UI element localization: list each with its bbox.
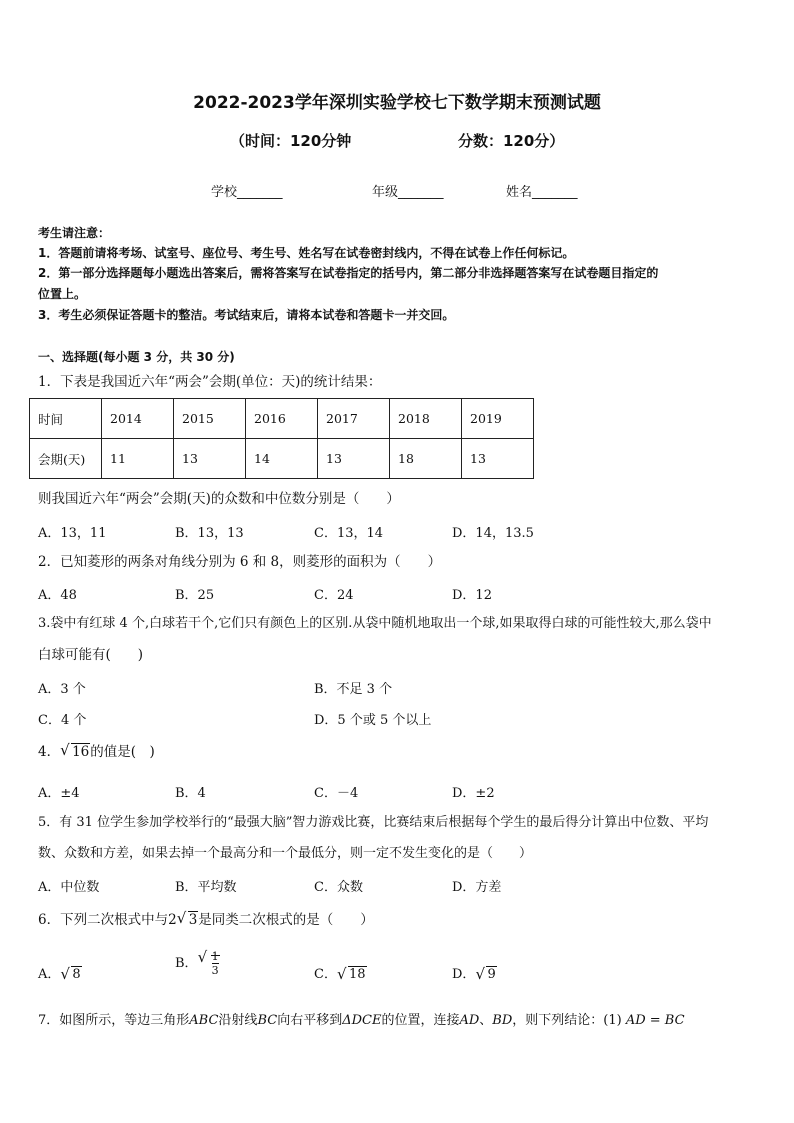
q2-stem: 2．已知菱形的两条对角线分别为 6 和 8，则菱形的面积为（ ） <box>38 554 442 570</box>
q5-option-a: A．中位数 <box>38 880 100 895</box>
radicand: 18 <box>348 967 366 982</box>
fraction <box>212 950 219 977</box>
q7-text: 向右平移到 <box>277 1013 343 1028</box>
q2-option-d: D．12 <box>452 588 492 603</box>
q1-ask: 则我国近六年“两会”会期(天)的众数和中位数分别是（ ） <box>38 491 400 507</box>
radicand <box>211 950 220 977</box>
q3-option-c: C．4 个 <box>38 713 87 728</box>
q2-option-c: C．24 <box>314 588 354 603</box>
q3-option-b: B．不足 3 个 <box>314 682 393 697</box>
sqrt-16 <box>62 743 90 761</box>
q4-option-b: B．4 <box>175 786 206 801</box>
option-label: B． <box>175 956 198 971</box>
numerator: √ 1 <box>211 950 219 963</box>
q7-math: BD <box>492 1013 513 1028</box>
notice-item: 2．第一部分选择题每小题选出答案后，需将答案写在试卷指定的括号内，第二部分非选择题答案写在试卷题目指定的 <box>38 266 659 280</box>
q7-math: BC <box>257 1013 278 1028</box>
notice-item: 位置上。 <box>38 287 87 301</box>
page-title: 2022-2023学年深圳实验学校七下数学期末预测试题 <box>193 93 601 113</box>
q7-text: 的位置，连接 <box>381 1013 460 1028</box>
q7-text: 沿射线 <box>218 1013 258 1028</box>
table-cell: 2016 <box>246 399 318 439</box>
notice-item: 3．考生必须保证答题卡的整洁。考试结束后，请将本试卷和答题卡一并交回。 <box>38 308 455 322</box>
table-cell: 13 <box>318 439 390 479</box>
table-cell: 14 <box>246 439 318 479</box>
q1-option-a: A．13，11 <box>38 526 107 541</box>
q6-prefix: 6．下列二次根式中与 <box>38 912 169 928</box>
q4-stem <box>38 743 155 761</box>
table-header-row <box>30 399 534 439</box>
radicand: 9 <box>487 967 496 982</box>
table-cell: 会期(天) <box>30 439 102 479</box>
table-cell: 时间 <box>30 399 102 439</box>
name-field: 姓名_______ <box>506 185 578 200</box>
q6-coef: 2 <box>168 912 177 928</box>
q7-stem <box>38 1012 685 1030</box>
q5-option-b: B．平均数 <box>175 880 237 895</box>
q1-option-c: C．13，14 <box>314 526 384 541</box>
q5-option-c: C．众数 <box>314 880 363 895</box>
sqrt-one-third <box>200 950 220 977</box>
table-cell: 13 <box>174 439 246 479</box>
q4-prefix: 4． <box>38 744 61 760</box>
q5-stem-cont: 数、众数和方差，如果去掉一个最高分和一个最低分，则一定不发生变化的是（ ） <box>38 846 533 861</box>
q2-option-a: A．48 <box>38 588 77 603</box>
option-label: D． <box>452 967 476 982</box>
q7-text: ，则下列结论：(1) <box>512 1013 622 1028</box>
radicand: 3 <box>188 912 198 928</box>
q4-suffix: 的值是( ) <box>90 744 155 760</box>
q6-stem <box>38 911 374 929</box>
q3-option-d: D．5 个或 5 个以上 <box>314 713 432 728</box>
q6-option-a <box>38 963 82 982</box>
q6-option-d <box>452 963 497 982</box>
notice-heading: 考生请注意： <box>38 226 111 240</box>
q3-stem: 3.袋中有红球 4 个,白球若干个,它们只有颜色上的区别.从袋中随机地取出一个球,如果取得白球的可能性较大,那么袋中 <box>38 616 712 631</box>
q7-math: ABC <box>189 1013 219 1028</box>
sqrt-3 <box>179 911 199 929</box>
q7-math: AD = BC <box>625 1013 685 1028</box>
q4-option-c: C．－4 <box>314 786 359 801</box>
q1-stem: 1．下表是我国近六年“两会”会期(单位：天)的统计结果： <box>38 374 382 390</box>
exam-time: （时间：120分钟 <box>230 132 352 150</box>
grade-field: 年级_______ <box>372 185 444 200</box>
table-cell: 18 <box>390 439 462 479</box>
q3-option-a: A．3 个 <box>38 682 86 697</box>
q6-option-c <box>314 963 367 982</box>
table-cell: 2019 <box>462 399 534 439</box>
q5-stem: 5．有 31 位学生参加学校举行的“最强大脑”智力游戏比赛，比赛结束后根据每个学生的最后得分计算出中位数、平均 <box>38 815 709 830</box>
table-cell: 11 <box>102 439 174 479</box>
q1-option-d: D．14，13.5 <box>452 526 534 541</box>
table-cell: 13 <box>462 439 534 479</box>
q7-text: 7．如图所示，等边三角形 <box>38 1013 190 1028</box>
q6-suffix: 是同类二次根式的是（ ） <box>198 912 374 928</box>
exam-score: 分数：120分） <box>458 132 565 150</box>
q4-option-a: A．±4 <box>38 786 80 801</box>
sqrt-18 <box>339 967 367 982</box>
radicand: 8 <box>72 967 81 982</box>
school-field: 学校_______ <box>211 185 283 200</box>
table-row <box>30 439 534 479</box>
sqrt-8 <box>62 967 81 982</box>
q7-math: AD <box>459 1013 480 1028</box>
option-label: C． <box>314 967 337 982</box>
table-cell: 2018 <box>390 399 462 439</box>
table-cell: 2014 <box>102 399 174 439</box>
radicand: 16 <box>72 744 90 760</box>
q4-option-d: D．±2 <box>452 786 495 801</box>
table-cell: 2017 <box>318 399 390 439</box>
q6-option-b <box>175 950 220 977</box>
q1-option-b: B．13，13 <box>175 526 244 541</box>
stats-table <box>29 398 534 479</box>
q7-text: 、 <box>479 1013 493 1028</box>
denominator: 3 <box>211 964 219 977</box>
section-heading: 一、选择题(每小题 3 分，共 30 分) <box>38 350 235 364</box>
q2-option-b: B．25 <box>175 588 215 603</box>
sqrt-9 <box>477 967 496 982</box>
q3-stem-cont: 白球可能有( ) <box>38 647 144 663</box>
q7-math: ΔDCE <box>342 1013 382 1028</box>
notice-item: 1．答题前请将考场、试室号、座位号、考生号、姓名写在试卷密封线内，不得在试卷上作任何标记。 <box>38 246 575 260</box>
option-label: A． <box>38 967 61 982</box>
table-cell: 2015 <box>174 399 246 439</box>
q5-option-d: D．方差 <box>452 880 502 895</box>
